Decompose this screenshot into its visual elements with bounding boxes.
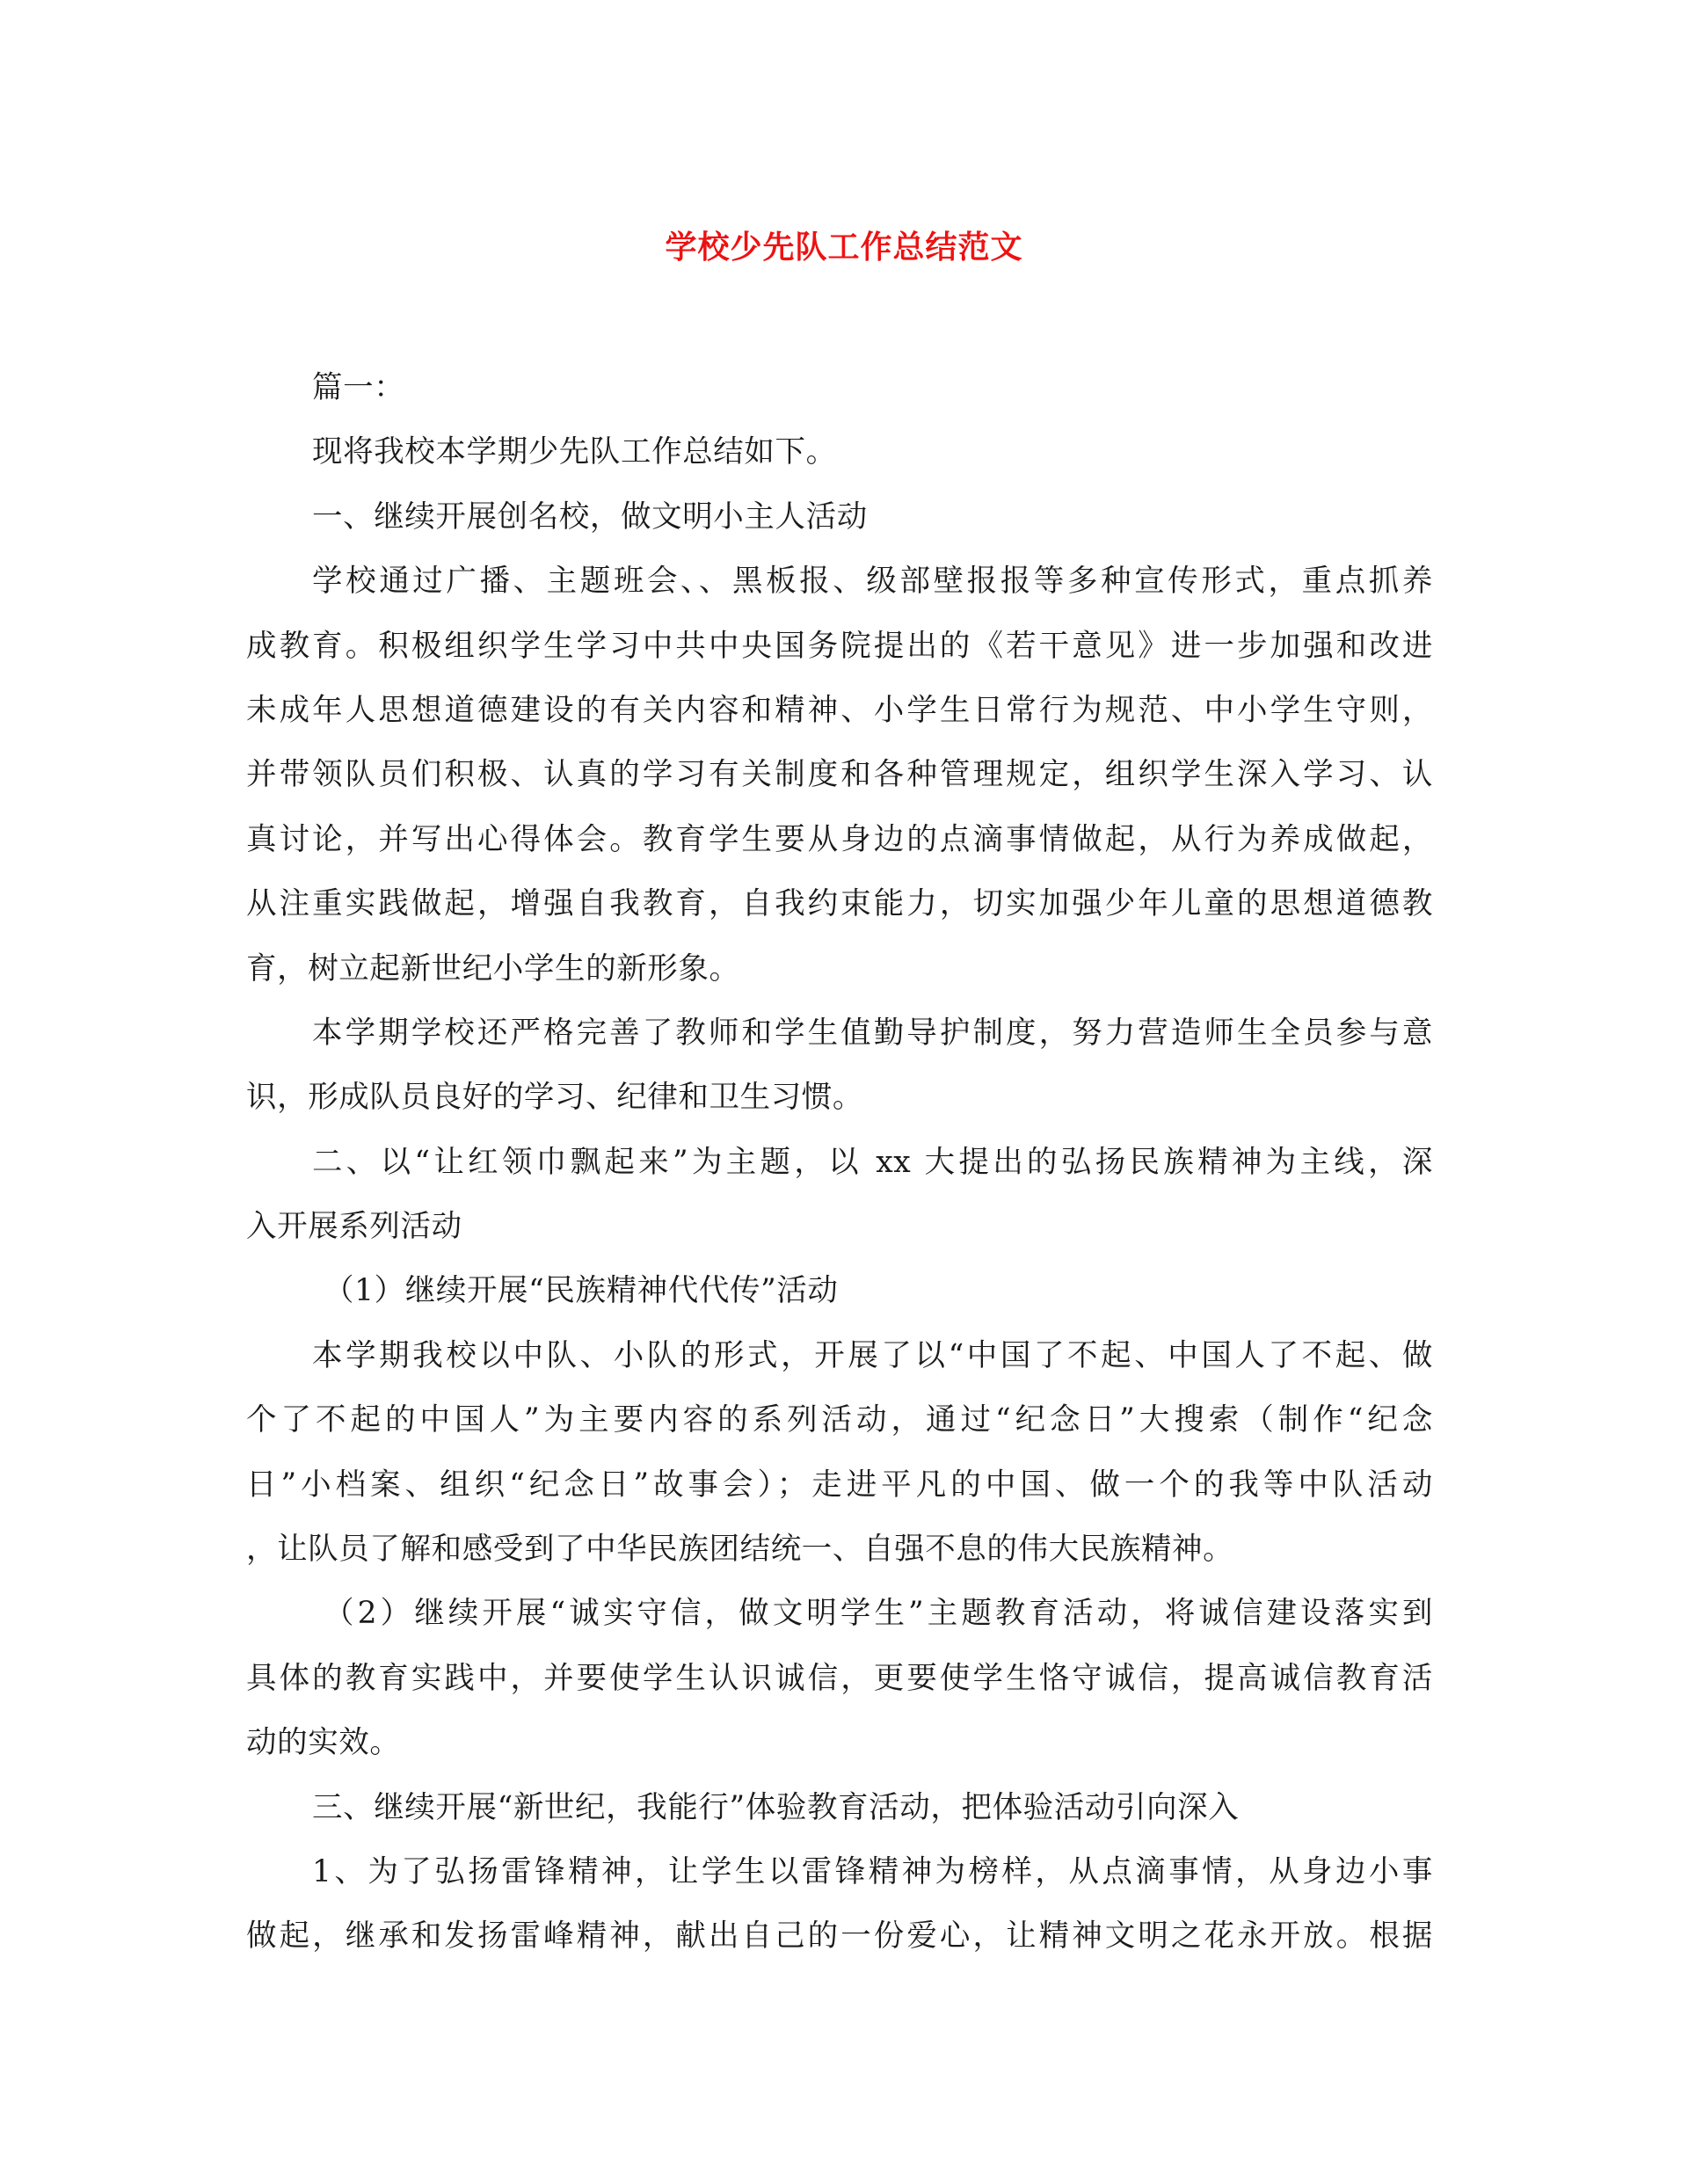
- paragraph-line: 本学期学校还严格完善了教师和学生值勤导护制度，努力营造师生全员参与意: [312, 1015, 1433, 1051]
- paragraph-line: ，让队员了解和感受到了中华民族团结统一、自强不息的伟大民族精神。: [246, 1532, 1234, 1568]
- intro-line: 现将我校本学期少先队工作总结如下。: [312, 434, 837, 470]
- paragraph-line: 学校通过广播、主题班会、、黑板报、级部壁报报等多种宣传形式，重点抓养: [312, 564, 1433, 600]
- paragraph-line: 具体的教育实践中，并要使学生认识诚信，更要使学生恪守诚信，提高诚信教育活: [246, 1660, 1433, 1696]
- paragraph-line: 从注重实践做起，增强自我教育，自我约束能力，切实加强少年儿童的思想道德教: [246, 886, 1433, 922]
- paragraph-line: 做起，继承和发扬雷峰精神，献出自己的一份爱心，让精神文明之花永开放。根据: [246, 1918, 1433, 1955]
- paragraph-line: 真讨论，并写出心得体会。教育学生要从身边的点滴事情做起，从行为养成做起，: [246, 821, 1433, 857]
- subheading-2: （2）继续开展“诚实守信，做文明学生”主题教育活动，将诚信建设落实到: [324, 1596, 1433, 1632]
- section-label: 篇一：: [312, 370, 405, 405]
- heading-two: 二、以“让红领巾飘起来”为主题，以 xx 大提出的弘扬民族精神为主线，深: [312, 1144, 1433, 1180]
- paragraph-line: 动的实效。: [246, 1725, 401, 1761]
- paragraph-line: 并带领队员们积极、认真的学习有关制度和各种管理规定，组织学生深入学习、认: [246, 757, 1433, 793]
- paragraph-line: 日”小档案、组织“纪念日”故事会）；走进平凡的中国、做一个的我等中队活动: [246, 1467, 1433, 1503]
- heading-one: 一、继续开展创名校，做文明小主人活动: [312, 499, 868, 535]
- paragraph-line: 成教育。积极组织学生学习中共中央国务院提出的《若干意见》进一步加强和改进: [246, 628, 1433, 664]
- heading-two-cont: 入开展系列活动: [246, 1209, 462, 1245]
- document-body: [246, 356, 1442, 1969]
- paragraph-line: 识，形成队员良好的学习、纪律和卫生习惯。: [246, 1080, 863, 1116]
- paragraph-line: 个了不起的中国人”为主要内容的系列活动，通过“纪念日”大搜索（制作“纪念: [246, 1402, 1433, 1438]
- subheading-1: （1）继续开展“民族精神代代传”活动: [324, 1273, 839, 1309]
- paragraph-line: 未成年人思想道德建设的有关内容和精神、小学生日常行为规范、中小学生守则，: [246, 692, 1433, 728]
- document-title: 学校少先队工作总结范文: [665, 229, 1023, 266]
- heading-three: 三、继续开展“新世纪，我能行”体验教育活动，把体验活动引向深入: [312, 1789, 1240, 1825]
- paragraph-line: 育，树立起新世纪小学生的新形象。: [246, 950, 740, 986]
- paragraph-line: 1、为了弘扬雷锋精神，让学生以雷锋精神为榜样，从点滴事情，从身边小事: [312, 1853, 1433, 1889]
- paragraph-line: 本学期我校以中队、小队的形式，开展了以“中国了不起、中国人了不起、做: [312, 1337, 1433, 1373]
